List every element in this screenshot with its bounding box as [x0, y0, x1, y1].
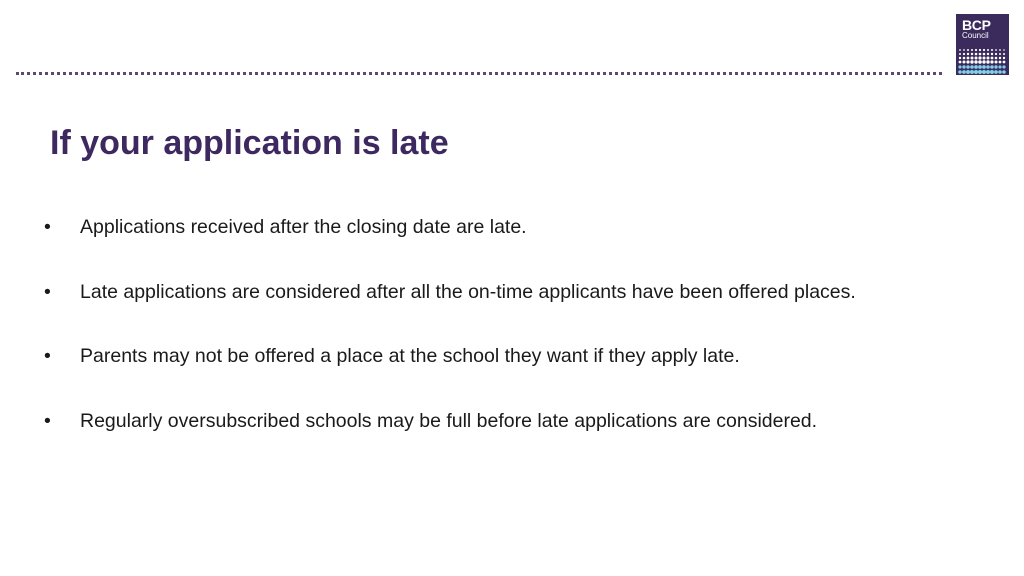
bullet-text: Regularly oversubscribed schools may be full before late applications are considered.: [80, 409, 818, 432]
logo-dot-pattern-icon: [956, 44, 1009, 75]
bullet-text: Parents may not be offered a place at the school they want if they apply late.: [80, 345, 740, 367]
bcp-council-logo: [956, 14, 1009, 75]
bullet-text: Applications received after the closing date are late.: [80, 216, 527, 238]
header-dotted-rule: [16, 72, 942, 75]
bullet-dot: •: [44, 345, 51, 367]
bullet-dot: •: [44, 216, 51, 238]
slide-title: If your application is late: [50, 124, 449, 162]
bullet-dot: •: [44, 280, 51, 303]
bullet-dot: •: [44, 409, 51, 432]
bullet-text: Late applications are considered after all the on-time applicants have been offered places.: [80, 280, 856, 303]
logo-subtitle: Council: [962, 31, 989, 40]
logo-title: BCP: [962, 17, 991, 33]
